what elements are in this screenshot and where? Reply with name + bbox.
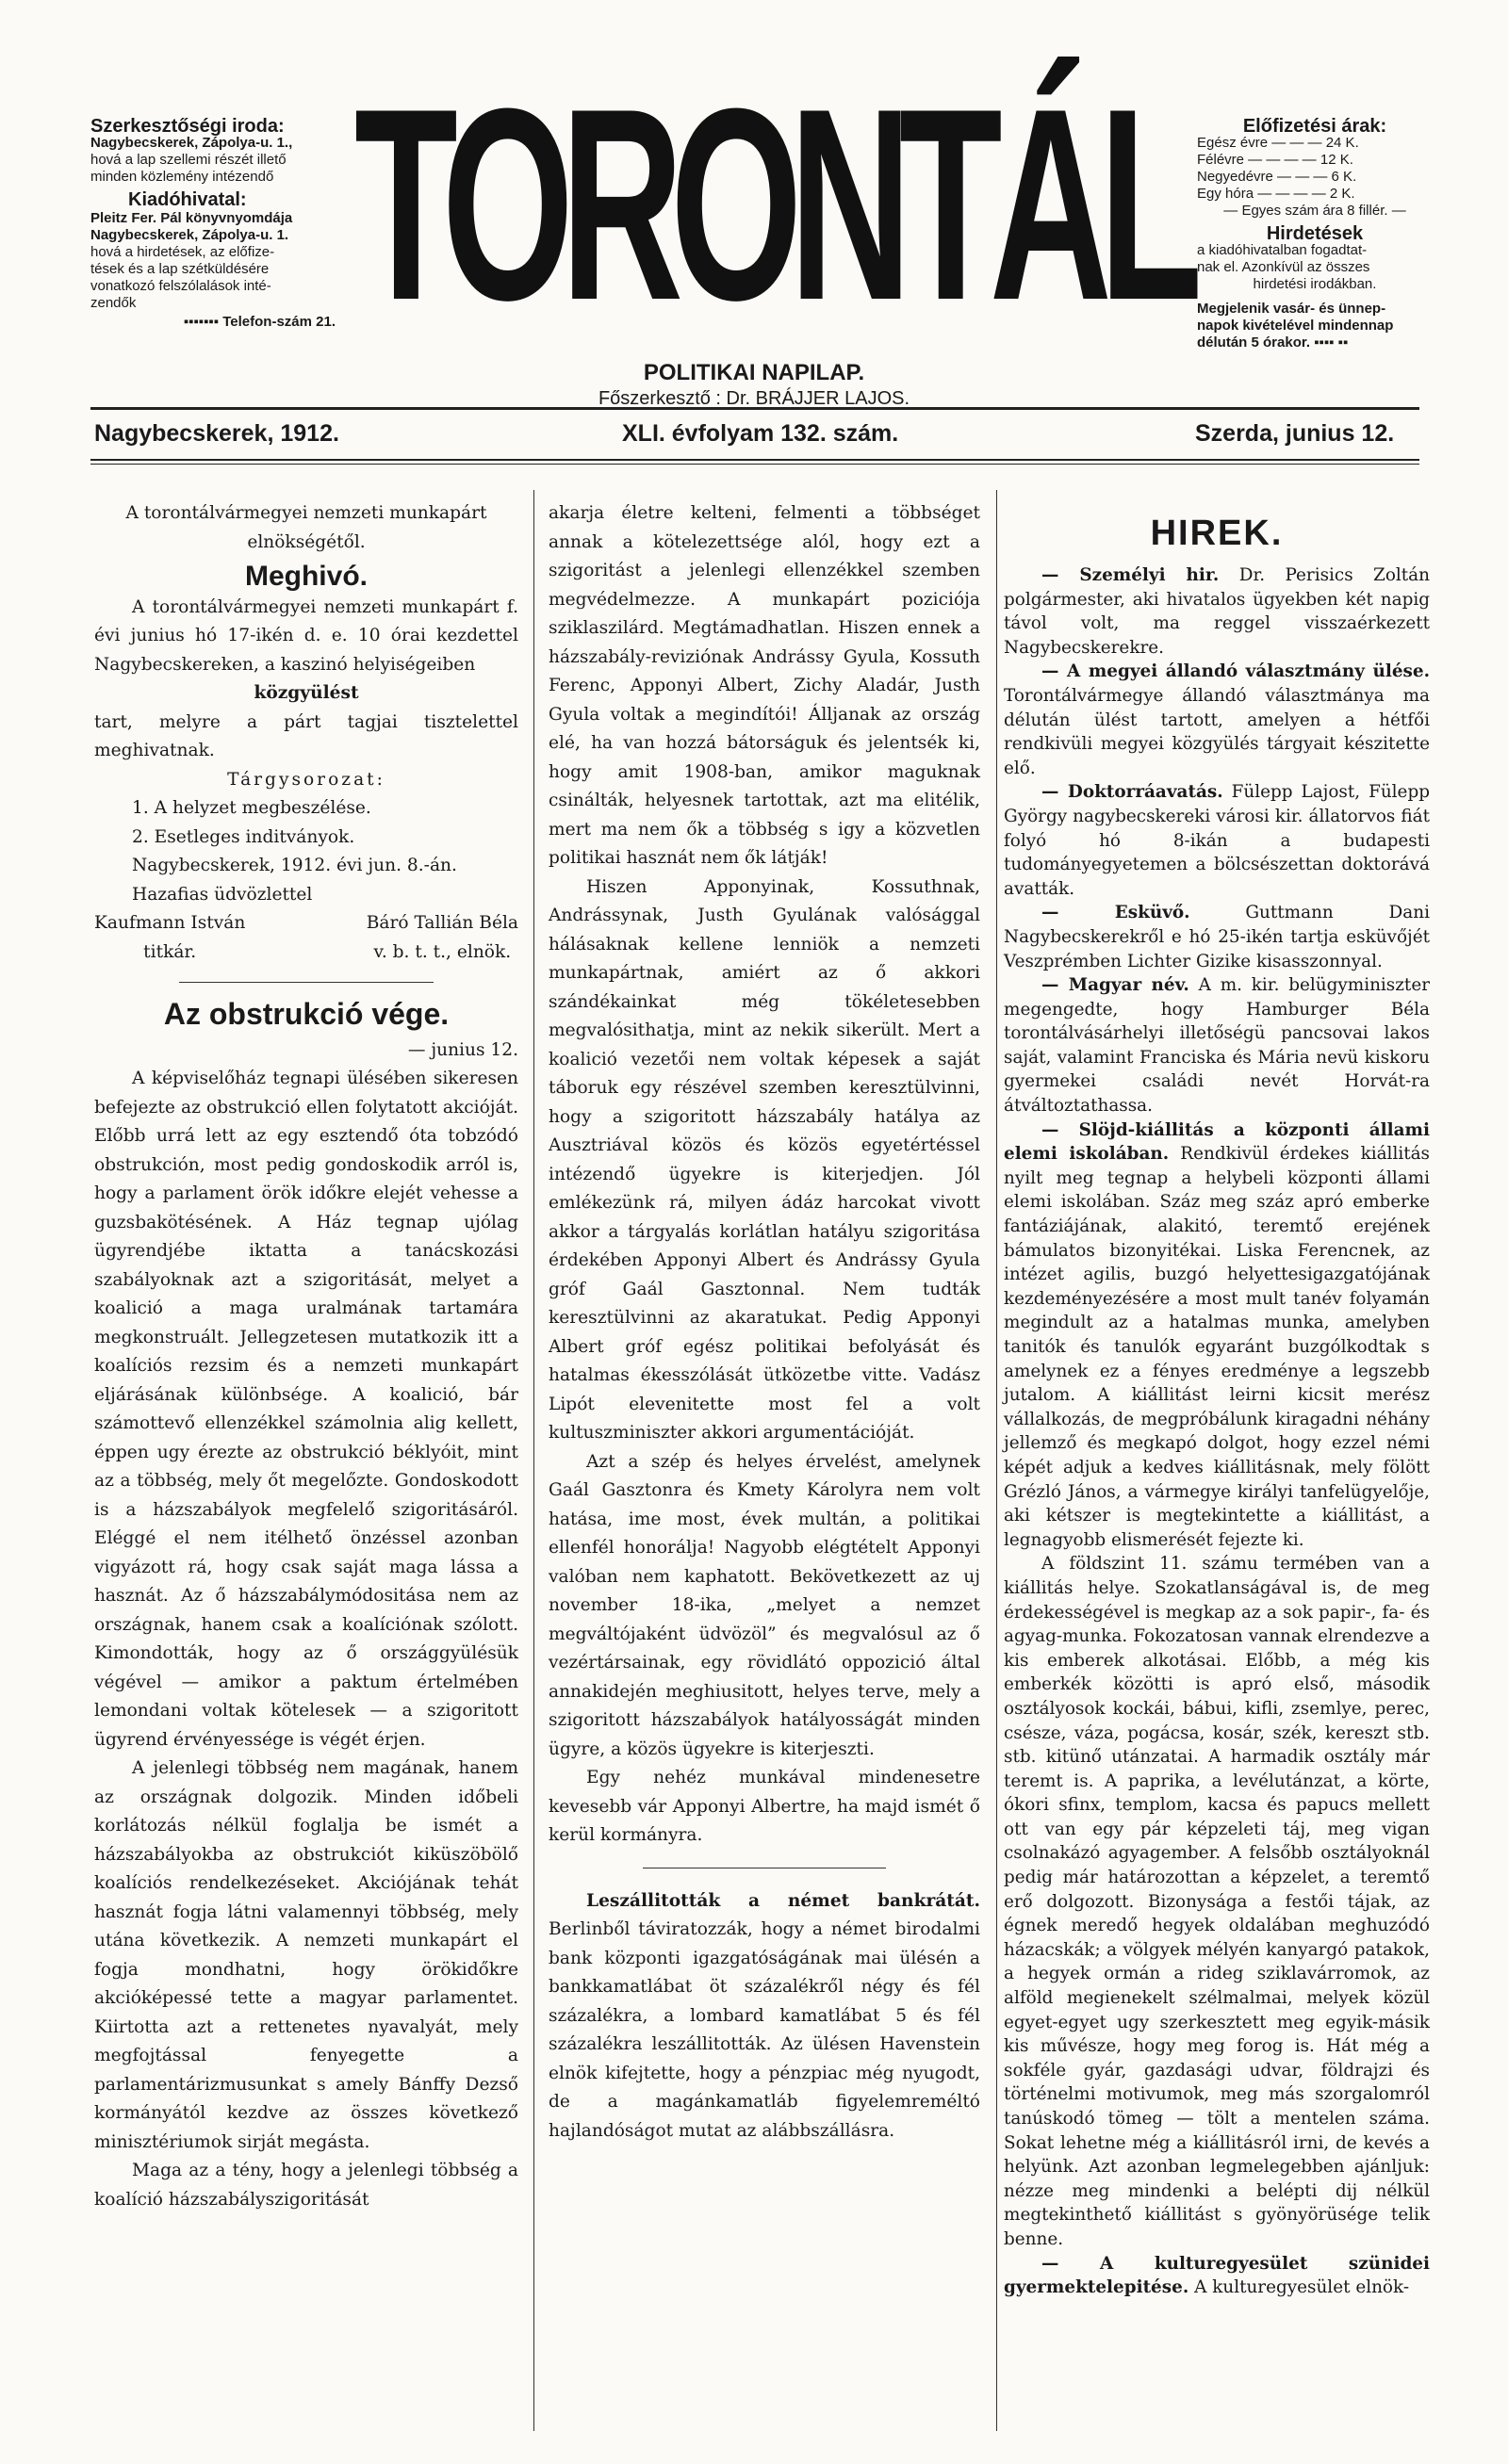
publisher-line-2: Nagybecskerek, Zápolya-u. 1. [90, 227, 289, 243]
agenda-item-2: 2. Esetleges inditványok. [132, 826, 355, 847]
news-doctorate-head: — Doktorráavatás. [1041, 782, 1223, 803]
news-exhibition [1004, 1118, 1430, 1553]
right-header [1197, 118, 1433, 351]
news-wedding [1004, 901, 1430, 973]
phone-number: ▪▪▪▪▪▪▪ Telefon-szám 21. [183, 314, 336, 330]
header-rule-top [90, 407, 1419, 410]
invitation-text-2: tart, melyre a párt tagjai tisztelettel meghivatnak. [94, 711, 518, 760]
masthead-subtitle: POLITIKAI NAPILAP. [643, 360, 865, 385]
subscription-title: Előfizetési árak: [1242, 116, 1387, 137]
news-culture-text: A kulturegyesület elnök- [1194, 2277, 1410, 2298]
masthead-title: TORONTÁL [354, 52, 1190, 357]
bank-rate-text: Berlinből táviratozzák, hogy a német birodalmi bank központi igazgatóságának mai ülésén a bankkamatlábat öt százalékről négy és fél százalékra, a lombard kamatlábat 5 és fél százalékra leszállitották. Az ülésen Havenstein elnök kifejtette, hogy a pénzpiac még nyugodt, de a magánkamatláb figyelemreméltó hajlandóságot mutat az alábbszállásra. [549, 1919, 980, 2141]
invitation-greeting: Hazafias üdvözlettel [132, 884, 313, 905]
ads-line-1: a kiadóhivatalban fogadtat- [1197, 242, 1368, 258]
secretary-name: Kaufmann István [94, 913, 246, 933]
appears-line-3-text: délután 5 órakor. [1197, 335, 1311, 351]
column-2 [549, 499, 980, 2146]
editorial-address-1: Nagybecskerek, Zápolya-u. 1., [90, 135, 293, 151]
publisher-line-5: vonatkozó felszólalások inté- [90, 278, 271, 294]
phone-number-text: Telefon-szám 21. [222, 314, 336, 330]
editorial-office-title: Szerkesztőségi iroda: [90, 116, 285, 137]
article-obstruction-p3: Maga az a tény, hogy a jelenlegi többség a koalíció házszabályszigoritását [94, 2161, 518, 2210]
news-culture-head: — A kulturegyesület szünidei gyermektelepitése. [1004, 2253, 1430, 2298]
ads-line-2: nak el. Azonkívül az összes [1197, 259, 1370, 275]
invitation-text: A torontálvármegyei nemzeti munkapárt f. évi junius hó 17-ikén d. e. 10 órai kezdettel Nagybecskereken, a kaszinó helyiségeiben [94, 596, 518, 675]
column-1 [94, 499, 518, 2214]
president-role: v. b. t. t., elnök. [373, 941, 512, 962]
article-title-obstruction: Az obstrukció vége. [163, 997, 450, 1031]
dateline-day: Szerda, junius 12. [1195, 420, 1395, 447]
header-rule-bottom [90, 459, 1419, 461]
publisher-line-6: zendők [90, 295, 137, 311]
invitation-date: Nagybecskerek, 1912. évi jun. 8.-án. [132, 856, 457, 875]
news-exhibition-2: A földszint 11. számu termében van a kiállitás helye. Szokatlanságával is, de meg érdekességével is megkap az a sok papir-, fa- és agyag-munka. Fokozatosan vannak elrendezve a kis emberek alkotásai. Előbb, a még kis emberkék közötti is apró első, második osztályosok kockái, bábui, kifli, zsemlye, perec, csésze, váza, pogácsa, kosár, szék, kereszt stb. stb. kitünő utánzatai. A harmadik osztály már teremt is. A paprika, a levélutánzat, a körte, ókori sfinx, templom, kacsa és papucs mellett ott van egy pár képzeleti táj, meg vigan csolnakázó agyagember. A felsőbb osztályoknál pedig már határozottan a képzelet, a teremtő erő dolgozott. Bizonyságа a festői tájak, az égnek meredő hegyek oldalában meghuzódó házacskák; a völgyek mélyén kanyargó patakok, a hegyek ormán a rideg sziklavárromok, az alföld megienekelt szélmalmai, melyek közül egyet-egyet ugy szerkesztett meg egyik-másik kis művésze, hogy meg forog is. Hát még a sokféle gyár, gazdasági udvar, földrajzi és történelmi motivumok, meg más szorgalomról tanúskodó tömeg — tölt a mentelen száma. Sokat lehetne még a kiállitásról irni, de kevés a helyünk. Azt azonban legmelegebben ajánljuk: nézze meg mindenki a belépti dij nélkül megtekinthető kiállitást s gyönyörüsége telik benne. [1004, 1554, 1430, 2249]
news-name-change [1004, 973, 1430, 1118]
news-exhibition-head: — Slöjd-kiállitás a központi állami elemi iskolában. [1004, 1119, 1430, 1165]
news-doctorate [1004, 780, 1430, 901]
price-quarter: Negyedévre — — — 6 K. [1197, 169, 1357, 185]
article-obstruction-p2: A jelenlegi többség nem magának, hanem az országnak dolgozik. Minden időbeli korlátozás nélkül foglalja be ismét a házszabályokba az obstrukciót kiküszöbölő koalíciós rendelkezéseket. Akciójának tehát hasznát fogja látni valamennyi többség, mely utána következik. A nemzeti munkapárt el fogja mondhatni, hogy örökidőkre akcióképessé tette a magyar parlamentet. Kiirtotta azt a rettenetes nyavalyát, mely megfojtással fenyegette a parlamentárizmusunkat s amely Bánffy Dezső kormányától kezdve az összes következő minisztériumok sirját megásta. [94, 1758, 518, 2152]
bank-rate-article [549, 1887, 980, 2146]
article-continued-p4: Egy nehéz munkával mindenesetre kevesebb vár Apponyi Albertre, ha majd ismét ő kerül kormányra. [549, 1768, 980, 1845]
editor-in-chief: Főszerkesztő : Dr. BRÁJJER LAJOS. [598, 388, 910, 409]
column-3 [1004, 499, 1430, 2300]
price-single: — Egyes szám ára 8 fillér. — [1223, 203, 1406, 219]
news-committee [1004, 660, 1430, 780]
appears-line-3: délután 5 órakor. ▪▪▪▪ ▪▪ [1197, 335, 1349, 351]
bank-rate-title: Leszállitották a német bankrátát. [586, 1890, 980, 1911]
signature-secretary [94, 909, 245, 967]
price-month: Egy hóra — — — — 2 K. [1197, 186, 1355, 202]
news-name-change-head: — Magyar név. [1041, 975, 1189, 996]
publisher-line-1: Pleitz Fer. Pál könyvnyomdája [90, 210, 293, 226]
editorial-address-2: hová a lap szellemi részét illető [90, 152, 287, 168]
dateline-place-year: Nagybecskerek, 1912. [94, 420, 339, 447]
article-continued-p3: Azt a szép és helyes érvelést, amelynek Gaál Gasztonra és Kmety Károlyra nem volt hatása, ime most, évek multán, a politikai ellenfél honorálja! Nagyobb elégtételt Apponyi valóban nem kaphatott. Bekövetkezett az uj november 18-ika, „melyet a nemzet megváltójaként üdvözöl” és megvalósul az ő vezértársainak, egy rövidlátó oppozició által annakidején meghiusitott, helyes terve, mely a szigoritott házszabályok hatályosságát minden ügyre, a közös ügyekre is kiterjeszti. [549, 1451, 980, 1759]
publisher-line-4: tések és a lap szétküldésére [90, 261, 270, 277]
price-year: Egész évre — — — 24 K. [1197, 135, 1359, 151]
news-exhibition-text: Rendkivül érdekes kiállitás nyilt meg tegnap a helybeli központi állami elemi iskolában. Száz meg száz apró emberke fantáziájának, alakitó, teremtő erejének bámulatos bizonyitékai. Liska Ferencnek, az intézet agilis, buzgó helyettesigazgatójának kezdeményezésére a most mult tanév folyamán megindult az a hatalmas munka, amelyben tanitók és tanulók egyaránt buzgólkodtak s amelynek ez a fényes eredménye a legszebb jutalom. A kiállitást leirni kicsit merész vállalkozás, de megpróbálunk kiragadni néhány jellemző és megkapó dolgot, hogy ezzel némi képét adjuk a kedves kiállitásnak, mely fölött Grézló János, a vármegye királyi tanfelügyelője, aki kétszer is megtekintette a kiállitást, a legnagyobb elismerését fejezte ki. [1004, 1144, 1430, 1550]
article-continued-p1: akarja életre kelteni, felmenti a többséget annak a kötelezettsége alól, hogy ezt a szigoritást a jelenlegi ellenzékkel szemben megvédelmezze. A munkapárt poziciója sziklaszilárd. Megtámadhatlan. Hiszen ennek a házszabály-reviziónak Andrássy Gyula, Kossuth Ferenc, Apponyi Albert, Zichy Aladár, Justh Gyula voltak a megindítói! Álljanak az ország elé, ha van hozzá bátorságuk és jelentsék ki, hogy amit 1908-ban, amikor maguknak csinálták, helyesnek tartottak, azt ma elitélik, mert ma nem ők a többség s igy a közvetlen politikai hasznát nem ők látják! [549, 503, 980, 868]
article-obstruction-p1: A képviselőház tegnapi ülésében sikeresen befejezte az obstrukció ellen folytatott akcióját. Előbb urrá lett az egy esztendő óta tobzódó obstrukción, most pedig gondoskodik arról is, hogy a parlament örök időkre elejét vehesse a guzsbakötésének. A Ház tegnap ujólag ügyrendjébe iktatta a tanácskozási szabályoknak azt a szigoritását, melyet a koalició a maga uralmának tartamára megkonstruált. Jellegzetesen mutatkozik itt a koalíciós rezsim és a nemzeti munkapárt eljárásának különbsége. A koalició, bár számottevő ellenzékkel számolnia alig kellett, éppen ugy érezte az obstrukció béklyóit, mint az a többség, mely őt megelőzte. Gondoskodott is a házszabályok megfelelő szigoritásáról. Eléggé el nem itélhető önzéssel azonban vigyázott rá, hogy csak saját maga lássa a hasznát. Az ő házszabálymódositása nem az országnak, hanem csak a koalíciónak szólott. Kimondották, hogy az ő országgyülésük végével — amikor a paktum értelmében lemondani voltak kötelesek — a szigoritott ügyrend érvényessége is végét érjen. [94, 1069, 518, 1750]
article-continued-p2: Hiszen Apponyinak, Kossuthnak, Andrássynak, Justh Gyulának valósággal hálásaknak kellene lenniök a nemzeti munkapártnak, amiért az ő akkori szándékainkat még tökéletesebben megvalósithatja, mint az nekik sikerült. Mert a koalició vezetői nem voltak képesek a saját táboruk egy részével szemben keresztülvinni, hogy a szigoritott házszabály hatálya az Ausztriával közös és közös egyetértéssel intézendő ügyekre is kiterjedjen. Jól emlékezünk rá, milyen ádáz harcokat vivott akkor a tárgyalás korlátlan hatályu szigoritása érdekében Apponyi Albert és Andrássy Gyula gróf Gaál Gasztonnal. Nem tudták keresztülvinni az akaratukat. Pedig Apponyi Albert gróf egész politikai befolyását és hatalmas ékesszólását ütközetbe vitte. Vadász Lipót elevenitette most fel a volt kultuszminiszter akkori argumentációját. [549, 876, 980, 1443]
news-committee-head: — A megyei állandó választmány ülése. [1041, 661, 1430, 682]
column-divider-1 [533, 490, 534, 2431]
news-title: HIREK. [1150, 514, 1284, 553]
president-name: Báró Tallián Béla [366, 913, 518, 933]
appears-line-2: napok kivételével mindennap [1197, 318, 1394, 334]
agenda-item-1: 1. A helyzet megbeszélése. [132, 798, 371, 818]
appears-line-1: Megjelenik vasár- és ünnep- [1197, 301, 1386, 317]
editorial-address-3: minden közlemény intézendő [90, 169, 274, 185]
news-doctorate-text: Fülepp Lajost, Fülepp György nagybecskereki városi kir. állatorvos fiát folyó hó 8-ikán a budapesti tudományegyetemen a bölcsészettan doktorává avatták. [1004, 782, 1430, 899]
news-personal-head: — Személyi hir. [1041, 565, 1220, 585]
news-wedding-text: Guttmann Dani Nagybecskerekről e hó 25-ikén tartja esküvőjét Veszprémben Lichter Gizike kisasszonnyal. [1004, 903, 1430, 971]
signatures [94, 909, 518, 967]
agenda-title: Tárgysorozat: [227, 769, 385, 790]
column-divider-2 [996, 490, 997, 2431]
header-rule-bottom-2 [90, 464, 1419, 465]
secretary-role: titkár. [143, 941, 197, 962]
dateline-issue: XLI. évfolyam 132. szám. [622, 420, 899, 447]
article-date: — junius 12. [407, 1039, 518, 1060]
party-intro: A torontálvármegyei nemzeti munkapárt elnökségétől. [125, 503, 487, 552]
signature-president [367, 909, 518, 967]
price-half-year: Félévre — — — — 12 K. [1197, 152, 1353, 168]
left-header [90, 118, 336, 331]
invitation-title: Meghivó. [244, 561, 368, 592]
ads-title: Hirdetések [1266, 223, 1364, 244]
news-committee-text: Torontálvármegye állandó választmánya ma délután ülést tartott, amelyen a hétfői rendkivüli megyei közgyülés tárgyait készitette elő. [1004, 685, 1430, 778]
ads-line-3: hirdetési irodákban. [1253, 276, 1377, 292]
separator-line [179, 982, 434, 983]
publisher-line-3: hová a hirdetések, az előfize- [90, 244, 275, 260]
news-name-change-text: A m. kir. belügyminiszter megengedte, hogy Hamburger Béla torontálvásárhelyi illetőségü pancsovai lakos saját, valamint Franciska és Mária nevü kiskoru gyermekei családi nevét Horvát-ra átváltoztathassa. [1004, 975, 1430, 1117]
news-wedding-head: — Esküvő. [1041, 903, 1190, 923]
publisher-title: Kiadóhivatal: [128, 189, 247, 210]
news-personal [1004, 563, 1430, 660]
news-culture [1004, 2252, 1430, 2300]
general-meeting: közgyülést [254, 683, 359, 703]
news-personal-text: Dr. Perisics Zoltán polgármester, aki hivatalos ügyekben két napig távol volt, ma reggel visszaérkezett Nagybecskerekre. [1004, 565, 1430, 658]
